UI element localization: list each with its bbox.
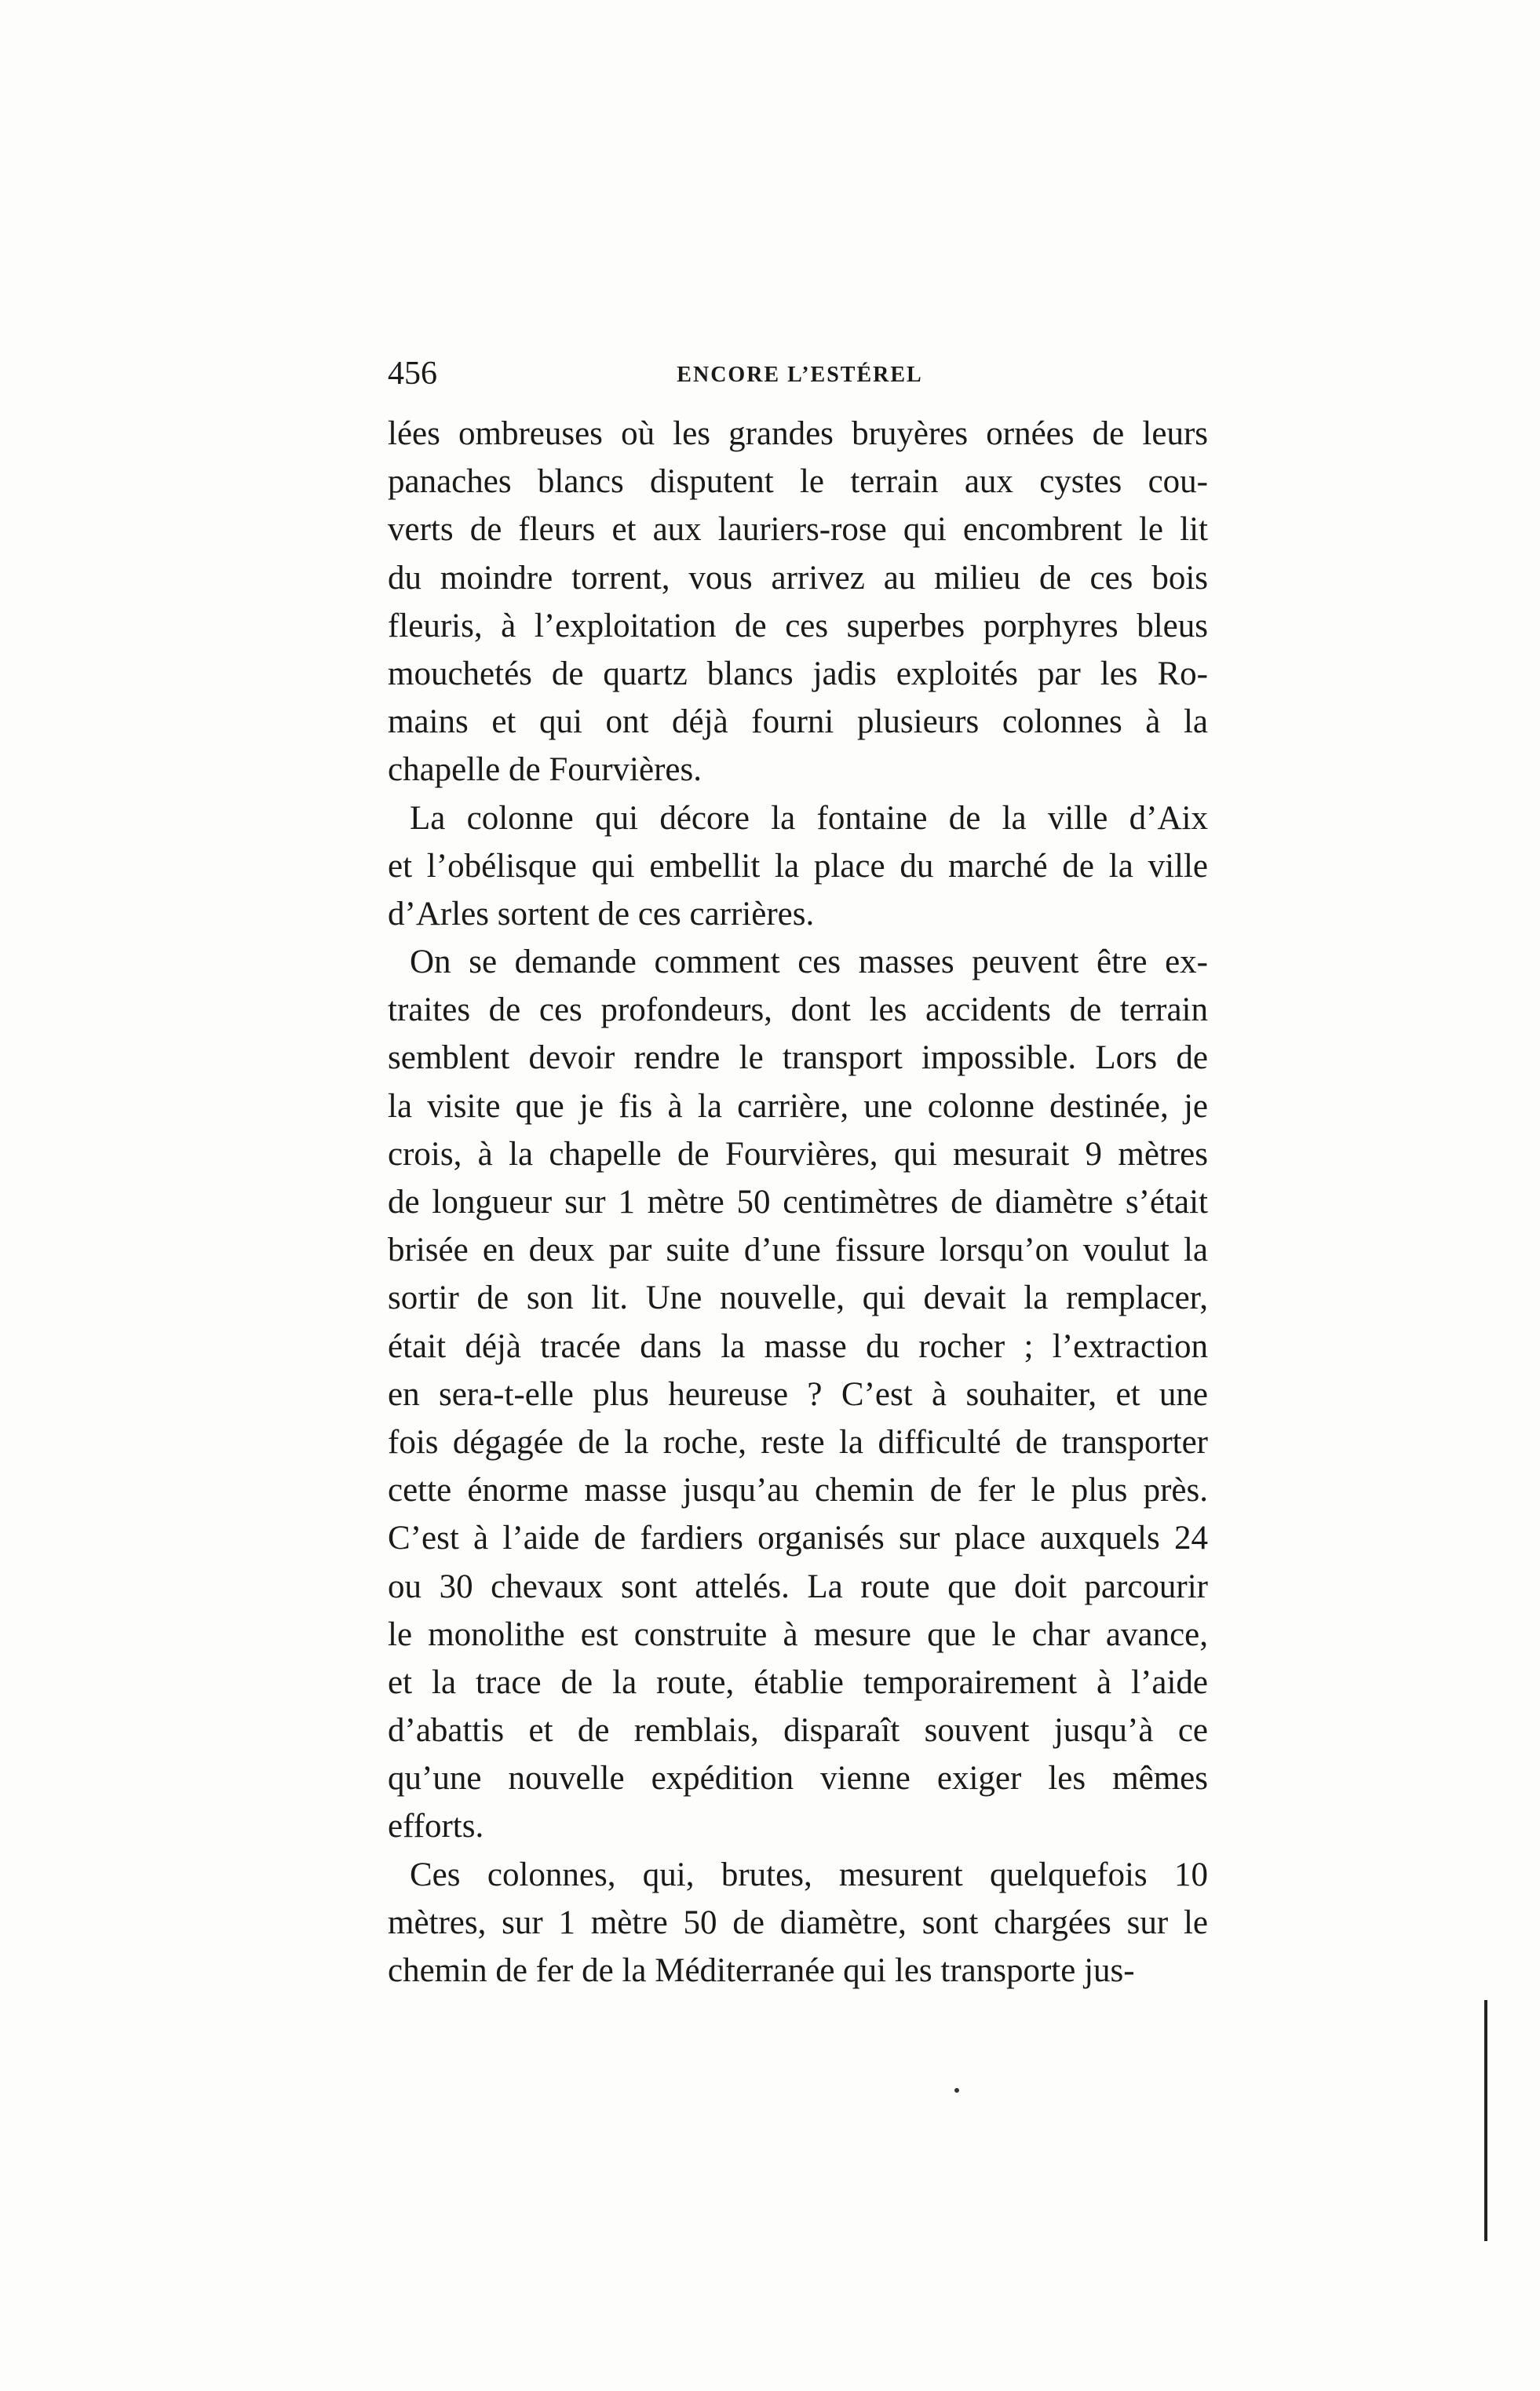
text-line: brisée en deux par suite d’une fissure lorsqu’on voulut la xyxy=(388,1232,1208,1269)
running-header xyxy=(388,355,1212,399)
text-line: semblent devoir rendre le transport impossible. Lors de xyxy=(388,1039,1208,1077)
text-line: et l’obélisque qui embellit la place du marché de la ville xyxy=(388,847,1208,885)
text-line: en sera-t-elle plus heureuse ? C’est à souhaiter, et une xyxy=(388,1375,1208,1413)
text-line: et la trace de la route, établie temporairement à l’aide xyxy=(388,1663,1208,1701)
page-number: 456 xyxy=(388,356,437,392)
text-line: sortir de son lit. Une nouvelle, qui devait la remplacer, xyxy=(388,1279,1208,1317)
text-line: le monolithe est construite à mesure que le char avance, xyxy=(388,1615,1208,1653)
text-line: ou 30 chevaux sont attelés. La route que doit parcourir xyxy=(388,1568,1208,1605)
running-title: ENCORE L’ESTÉREL xyxy=(677,363,923,387)
paragraph xyxy=(388,1851,1208,1995)
text-line: On se demande comment ces masses peuvent être ex- xyxy=(410,944,1208,981)
text-line: d’abattis et de remblais, disparaît souvent jusqu’à ce xyxy=(388,1712,1208,1750)
scan-artifact-line xyxy=(1484,2000,1487,2241)
text-line: mouchetés de quartz blancs jadis exploités par les Ro- xyxy=(388,655,1208,692)
text-line: mains et qui ont déjà fourni plusieurs colonnes à la xyxy=(388,703,1208,741)
paragraph xyxy=(388,938,1208,1851)
text-line: efforts. xyxy=(388,1808,484,1845)
paragraph xyxy=(388,410,1208,794)
scan-artifact-dot xyxy=(954,2088,959,2093)
text-line: verts de fleurs et aux lauriers-rose qui encombrent le lit xyxy=(388,511,1208,549)
text-line: chapelle de Fourvières. xyxy=(388,751,702,789)
body-text xyxy=(388,410,1208,1995)
text-line: du moindre torrent, vous arrivez au milieu de ces bois xyxy=(388,559,1208,597)
text-line: lées ombreuses où les grandes bruyères ornées de leurs xyxy=(388,415,1208,452)
text-line: fois dégagée de la roche, reste la difficulté de transporter xyxy=(388,1423,1208,1461)
text-line: mètres, sur 1 mètre 50 de diamètre, sont chargées sur le xyxy=(388,1904,1208,1941)
text-line: C’est à l’aide de fardiers organisés sur place auxquels 24 xyxy=(388,1520,1208,1557)
text-line: de longueur sur 1 mètre 50 centimètres de diamètre s’était xyxy=(388,1184,1208,1221)
text-line: La colonne qui décore la fontaine de la ville d’Aix xyxy=(410,799,1208,837)
text-line: qu’une nouvelle expédition vienne exiger les mêmes xyxy=(388,1760,1208,1798)
text-line: chemin de fer de la Méditerranée qui les transporte jus- xyxy=(388,1952,1135,1989)
text-line: panaches blancs disputent le terrain aux cystes cou- xyxy=(388,463,1208,501)
text-line: fleuris, à l’exploitation de ces superbes porphyres bleus xyxy=(388,607,1208,644)
text-line: était déjà tracée dans la masse du rocher ; l’extraction xyxy=(388,1327,1208,1365)
text-line: la visite que je fis à la carrière, une colonne destinée, je xyxy=(388,1087,1208,1125)
text-line: cette énorme masse jusqu’au chemin de fer le plus près. xyxy=(388,1472,1208,1509)
text-line: d’Arles sortent de ces carrières. xyxy=(388,895,815,933)
text-line: traites de ces profondeurs, dont les accidents de terrain xyxy=(388,991,1208,1029)
text-line: Ces colonnes, qui, brutes, mesurent quelquefois 10 xyxy=(410,1856,1208,1893)
paragraph xyxy=(388,794,1208,939)
text-line: crois, à la chapelle de Fourvières, qui mesurait 9 mètres xyxy=(388,1135,1208,1173)
